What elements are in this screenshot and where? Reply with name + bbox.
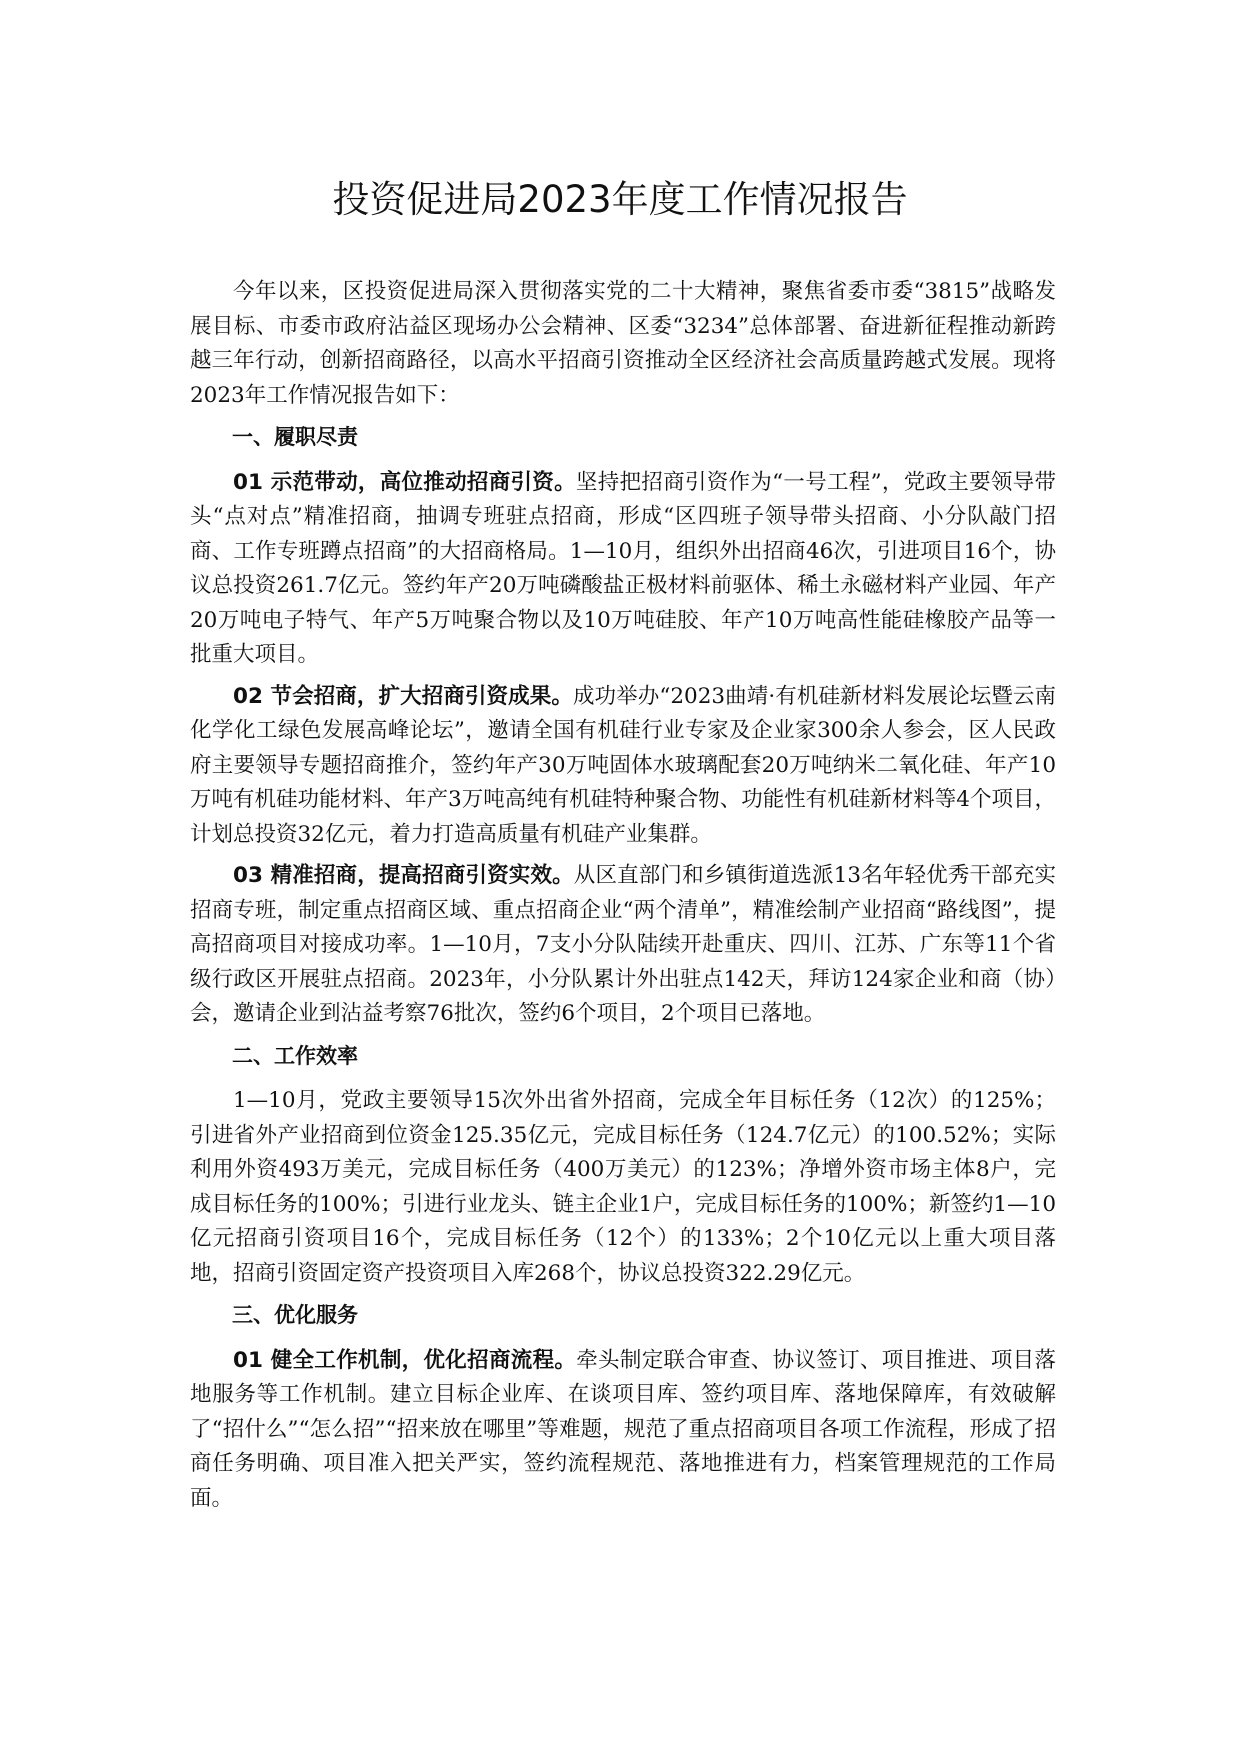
document-body bbox=[190, 275, 1056, 1523]
paragraph-precise-investment bbox=[190, 859, 1056, 1032]
paragraph-text: 坚持把招商引资作为“一号工程”，党政主要领导带头“点对点”精准招商，抽调专班驻点招商，形成“区四班子领导带头招商、小分队敲门招商、工作专班蹲点招商”的大招商格局。1—10月，组织外出招商46次，引进项目16个，协议总投资261.7亿元。签约年产20万吨磷酸盐正极材料前驱体、稀土永磁材料产业园、年产20万吨电子特气、年产5万吨聚合物以及10万吨硅胶、年产10万吨高性能硅橡胶产品等一批重大项目。 bbox=[190, 469, 1056, 667]
paragraph-lead: 03 精准招商，提高招商引资实效。 bbox=[233, 863, 574, 888]
page-title: 投资促进局2023年度工作情况报告 bbox=[332, 178, 908, 221]
paragraph-work-mechanism bbox=[190, 1344, 1056, 1517]
section-heading-efficiency: 二、工作效率 bbox=[232, 1043, 358, 1068]
paragraph-lead: 01 健全工作机制，优化招商流程。 bbox=[233, 1347, 577, 1373]
paragraph-text: 牵头制定联合审查、协议签订、项目推进、项目落地服务等工作机制。建立目标企业库、在谈项目库、签约项目库、落地保障库，有效破解了“招什么”“怎么招”“招来放在哪里”等难题，规范了重点招商项目各项工作流程，形成了招商任务明确、项目准入把关严实，签约流程规范、落地推进有力，档案管理规范的工作局面。 bbox=[190, 1347, 1056, 1511]
paragraph-lead: 02 节会招商，扩大招商引资成果。 bbox=[233, 683, 573, 709]
paragraph-text: 成功举办“2023曲靖·有机硅新材料发展论坛暨云南化学化工绿色发展高峰论坛”，邀请全国有机硅行业专家及企业家300余人参会，区人民政府主要领导专题招商推介，签约年产30万吨固体水玻璃配套20万吨纳米二氧化硅、年产10万吨有机硅功能材料、年产3万吨高纯有机硅特种聚合物、功能性有机硅新材料等4个项目，计划总投资32亿元，着力打造高质量有机硅产业集群。 bbox=[190, 683, 1057, 847]
intro-paragraph: 今年以来，区投资促进局深入贯彻落实党的二十大精神，聚焦省委市委“3815”战略发展目标、市委市政府沾益区现场办公会精神、区委“3234”总体部署、奋进新征程推动新跨越三年行动，创新招商路径，以高水平招商引资推动全区经济社会高质量跨越式发展。现将2023年工作情况报告如下： bbox=[190, 279, 1056, 408]
section-heading-duty: 一、履职尽责 bbox=[232, 425, 358, 449]
paragraph-efficiency-results bbox=[190, 1084, 1056, 1291]
paragraph-festival-investment bbox=[190, 680, 1056, 853]
paragraph-demonstration bbox=[190, 466, 1056, 673]
section-heading-service: 三、优化服务 bbox=[232, 1303, 358, 1327]
paragraph-lead: 01 示范带动，高位推动招商引资。 bbox=[233, 469, 576, 495]
paragraph-text: 1—10月，党政主要领导15次外出省外招商，完成全年目标任务（12次）的125%；引进省外产业招商到位资金125.35亿元，完成目标任务（124.7亿元）的100.52%；实际利用外资493万美元，完成目标任务（400万美元）的123%；净增外资市场主体8户，完成目标任务的100%；引进行业龙头、链主企业1户，完成目标任务的100%；新签约1—10亿元招商引资项目16个，完成目标任务（12个）的133%；2个10亿元以上重大项目落地，招商引资固定资产投资项目入库268个，协议总投资322.29亿元。 bbox=[190, 1088, 1056, 1286]
paragraph-text: 从区直部门和乡镇街道选派13名年轻优秀干部充实招商专班，制定重点招商区域、重点招商企业“两个清单”，精准绘制产业招商“路线图”，提高招商项目对接成功率。1—10月，7支小分队陆续开赴重庆、四川、江苏、广东等11个省级行政区开展驻点招商。2023年，小分队累计外出驻点142天，拜访124家企业和商（协）会，邀请企业到沾益考察76批次，签约6个项目，2个项目已落地。 bbox=[190, 863, 1056, 1026]
